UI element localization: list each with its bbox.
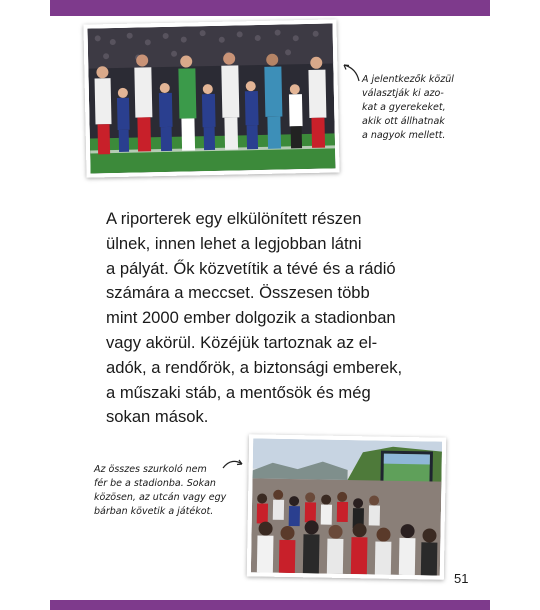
page-number: 51 [454, 571, 469, 586]
public-viewing-crowd-photo [247, 434, 446, 579]
football-players-with-kids-photo [83, 19, 339, 177]
top-color-band [50, 0, 490, 16]
bottom-color-band [50, 600, 490, 610]
caption-line: választják ki azo- [362, 88, 444, 99]
paragraph-line: sokan mások. [106, 407, 209, 427]
paragraph-line: ülnek, innen lehet a legjobban látni [106, 233, 362, 253]
paragraph-line: a pályát. Ők közvetítik a tévé és a rádió [106, 258, 396, 278]
caption-line: bárban követik a játékot. [94, 506, 214, 517]
caption-line: fér be a stadionba. Sokan [94, 478, 216, 489]
top-photo-caption [362, 73, 480, 143]
caption-line: A jelentkezők közül [362, 74, 454, 85]
paragraph-line: a műszaki stáb, a mentősök és még [106, 382, 371, 402]
paragraph-line: vagy akörül. Közéjük tartoznak az el- [106, 332, 378, 352]
paragraph-line: számára a meccset. Összesen több [106, 283, 370, 303]
main-paragraph [106, 207, 436, 430]
paragraph-line: mint 2000 ember dolgozik a stadionban [106, 308, 396, 328]
bottom-photo-caption [94, 463, 254, 519]
curved-arrow-icon [341, 62, 363, 84]
paragraph-line: adók, a rendőrök, a biztonsági emberek, [106, 357, 403, 377]
caption-line: Az összes szurkoló nem [94, 464, 207, 475]
curved-arrow-icon [221, 457, 245, 471]
caption-line: a nagyok mellett. [362, 130, 446, 141]
caption-line: kat a gyerekeket, [362, 102, 446, 113]
paragraph-line: A riporterek egy elkülönített részen [106, 209, 362, 228]
caption-line: akik ott állhatnak [362, 116, 445, 127]
caption-line: közösen, az utcán vagy egy [94, 492, 227, 503]
